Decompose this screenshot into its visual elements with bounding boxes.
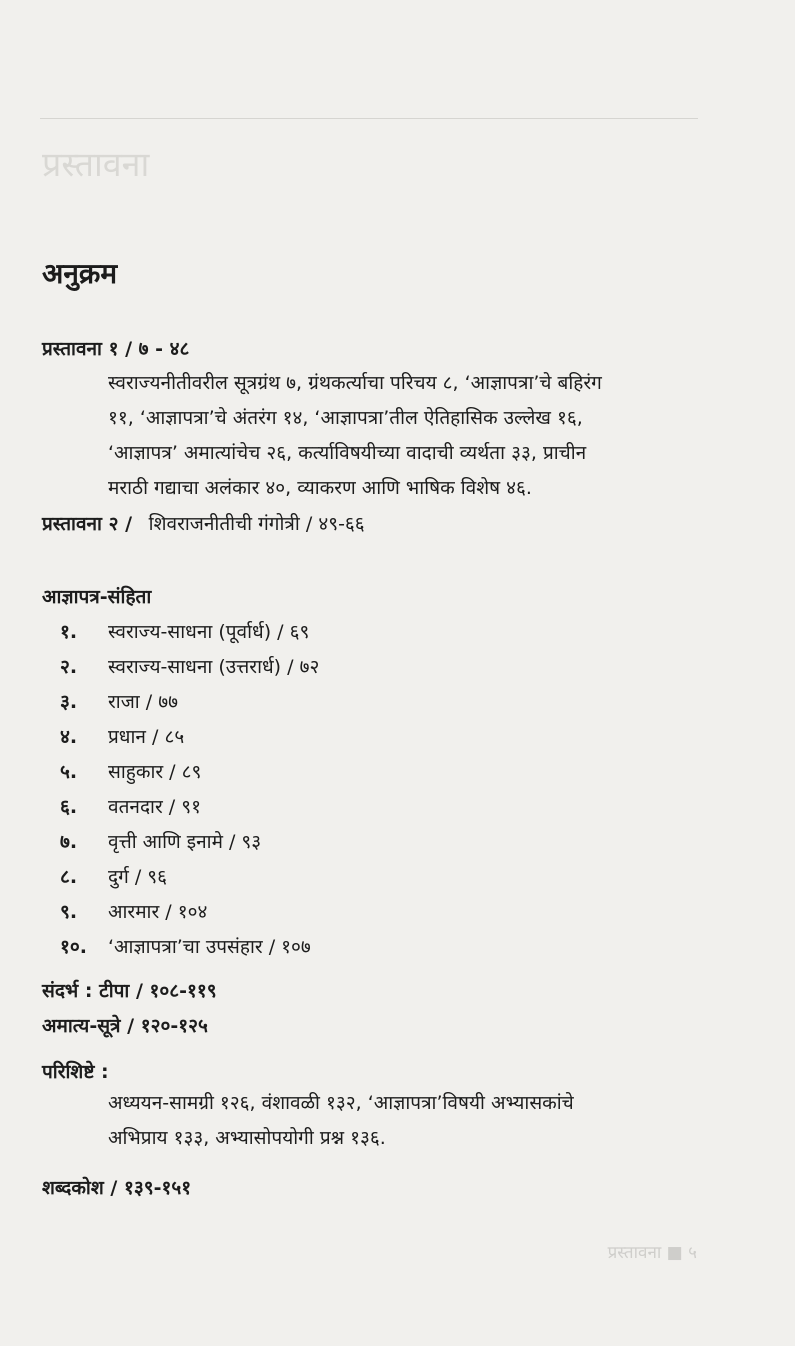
chapter-number: ६. bbox=[60, 796, 78, 818]
chapter-title: आरमार / १०४ bbox=[108, 901, 208, 923]
chapter-title: स्वराज्य-साधना (पूर्वार्ध) / ६९ bbox=[108, 621, 310, 643]
chapter-number: १०. bbox=[60, 936, 87, 958]
toc-entry-samhita: आज्ञापत्र-संहिता bbox=[42, 586, 152, 608]
chapter-number: ५. bbox=[60, 761, 78, 783]
description-line: ‘आज्ञापत्र’ अमात्यांचेच २६, कर्त्याविषयीच्या वादाची व्यर्थता ३३, प्राचीन bbox=[108, 442, 587, 464]
chapter-number: २. bbox=[60, 656, 78, 678]
chapter-number: ८. bbox=[60, 866, 78, 888]
description-line: ११, ‘आज्ञापत्रा’चे अंतरंग १४, ‘आज्ञापत्रा’तील ऐतिहासिक उल्लेख १६, bbox=[108, 407, 583, 429]
chapter-title: ‘आज्ञापत्रा’चा उपसंहार / १०७ bbox=[108, 936, 311, 958]
chapter-number: ७. bbox=[60, 831, 78, 853]
chapter-title: प्रधान / ८५ bbox=[108, 726, 185, 748]
description-line: अध्ययन-सामग्री १२६, वंशावळी १३२, ‘आज्ञापत्रा’विषयी अभ्यासकांचे bbox=[108, 1092, 574, 1114]
toc-entry-shabdakosh: शब्दकोश / १३९-१५१ bbox=[42, 1177, 192, 1199]
chapter-number: १. bbox=[60, 621, 78, 643]
chapter-number: ४. bbox=[60, 726, 78, 748]
description-line: स्वराज्यनीतीवरील सूत्रग्रंथ ७, ग्रंथकर्त्याचा परिचय ८, ‘आज्ञापत्रा’चे बहिरंग bbox=[108, 372, 602, 394]
prastavana-1-description bbox=[108, 366, 718, 506]
chapter-title: वृत्ती आणि इनामे / ९३ bbox=[108, 831, 262, 853]
chapter-title: दुर्ग / ९६ bbox=[108, 866, 168, 888]
chapter-row bbox=[60, 793, 201, 819]
chapter-row bbox=[60, 618, 309, 644]
prastavana-2-text: शिवराजनीतीची गंगोत्री / ४९-६६ bbox=[148, 513, 365, 535]
header-rule bbox=[40, 118, 698, 119]
page-footer: प्रस्तावना ■ ५ bbox=[607, 1243, 697, 1263]
chapter-number: ३. bbox=[60, 691, 78, 713]
chapter-row bbox=[60, 758, 201, 784]
chapter-title: वतनदार / ९१ bbox=[108, 796, 201, 818]
description-line: मराठी गद्याचा अलंकार ४०, व्याकरण आणि भाषिक विशेष ४६. bbox=[108, 477, 532, 499]
chapter-number: ९. bbox=[60, 901, 78, 923]
toc-entry-prastavana-2 bbox=[42, 510, 365, 536]
chapter-row bbox=[60, 653, 319, 679]
toc-entry-sandarbh: संदर्भ : टीपा / १०८-११९ bbox=[42, 980, 217, 1002]
chapter-row bbox=[60, 688, 178, 714]
toc-entry-amatya-sutre: अमात्य-सूत्रे / १२०-१२५ bbox=[42, 1015, 208, 1037]
toc-entry-parishishte: परिशिष्टे : bbox=[42, 1061, 109, 1083]
prastavana-2-label: प्रस्तावना २ / bbox=[42, 513, 133, 535]
contents-title: अनुक्रम bbox=[42, 257, 118, 290]
chapter-row bbox=[60, 723, 184, 749]
chapter-title: साहुकार / ८९ bbox=[108, 761, 202, 783]
chapter-title: स्वराज्य-साधना (उत्तरार्ध) / ७२ bbox=[108, 656, 320, 678]
description-line: अभिप्राय १३३, अभ्यासोपयोगी प्रश्न १३६. bbox=[108, 1127, 386, 1149]
chapter-row bbox=[60, 828, 261, 854]
chapter-row bbox=[60, 863, 167, 889]
chapter-row bbox=[60, 898, 207, 924]
running-title: प्रस्तावना bbox=[42, 145, 150, 185]
toc-entry-prastavana-1: प्रस्तावना १ / ७ - ४८ bbox=[42, 338, 190, 360]
chapter-title: राजा / ७७ bbox=[108, 691, 178, 713]
parishishte-description bbox=[108, 1086, 718, 1156]
chapter-row bbox=[60, 933, 311, 959]
